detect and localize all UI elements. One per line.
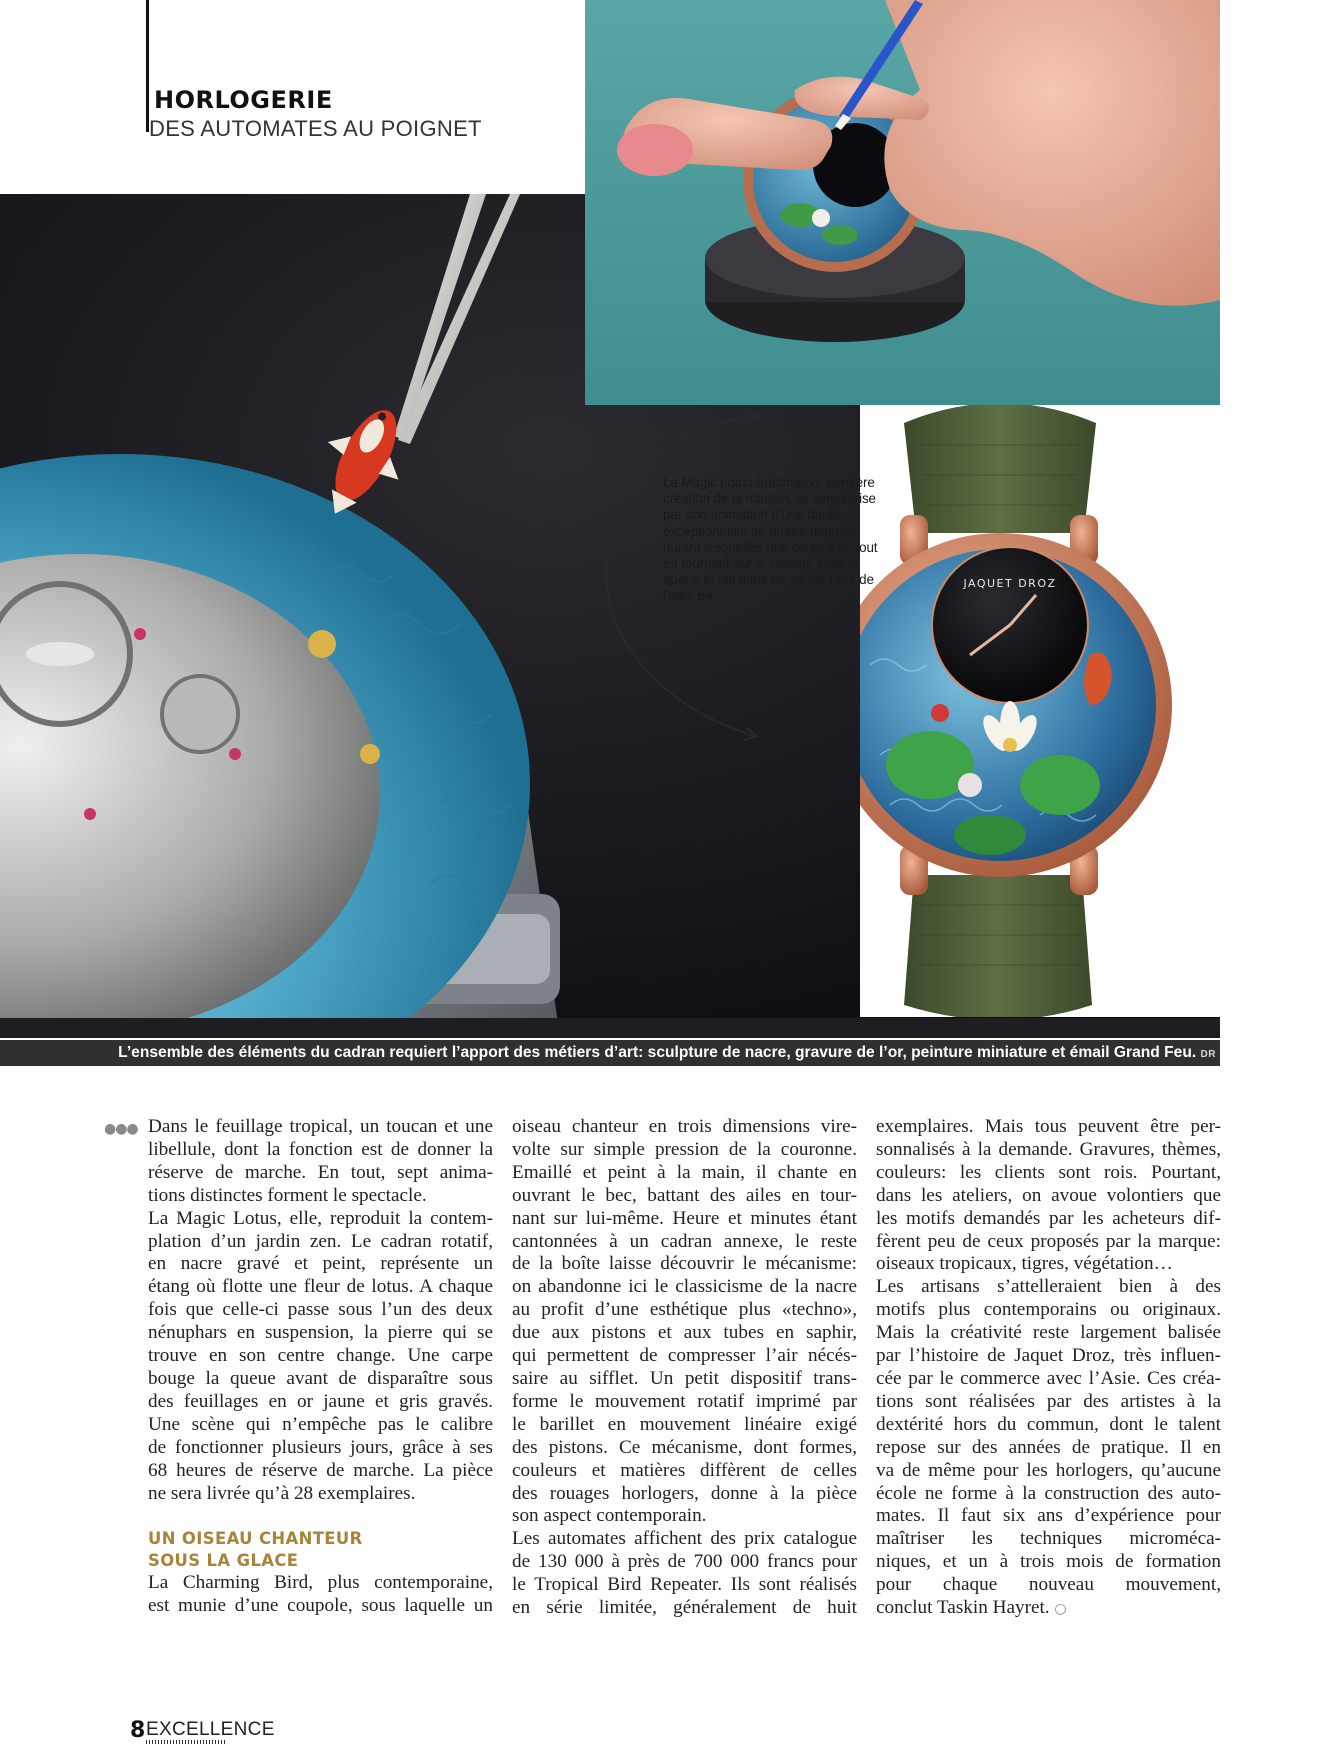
text-line: maîtriser les techniques micromécа- — [876, 1528, 1221, 1550]
text-line: est munie d’une coupole, sous laquelle un — [148, 1595, 493, 1617]
text-line: ouvrant le bec, battant des ailes en tour- — [512, 1184, 857, 1206]
text-line: niques, et un à trois mois de formation — [876, 1551, 1221, 1573]
text-line: de fonctionner plusieurs jours, grâce à ses — [148, 1436, 493, 1458]
text-line: de la boîte laisse découvrir le mécanisme: — [512, 1253, 857, 1275]
text-line: le Tropical Bird Repeater. Ils sont réalisés — [512, 1574, 857, 1596]
section-heading: UN OISEAU CHANTEUR — [148, 1529, 363, 1549]
text-line — [876, 1597, 1221, 1621]
magazine-name: EXCELLENCE — [146, 1719, 275, 1740]
text-line: 68 heures de réserve de marche. La pièce — [148, 1459, 493, 1481]
text-line: Dans le feuillage tropical, un toucan et une — [148, 1116, 493, 1137]
text-line: couleurs et matières diffèrent de celles — [512, 1459, 857, 1481]
text-line: au profit d’une esthétique plus «techno», — [512, 1299, 857, 1321]
text-line: des rouages horlogers, donne à la pièce — [512, 1482, 857, 1504]
article-bullets: ●●● — [104, 1121, 138, 1137]
text-line: plation d’un jardin zen. Le cadran rotatif, — [148, 1230, 493, 1252]
magazine-rule — [146, 1740, 226, 1744]
text-line: en nacre gravé et peint, représente un — [148, 1253, 493, 1275]
text-line: oiseau chanteur en trois dimensions vire- — [512, 1116, 857, 1137]
text-line: motifs plus contemporains ou originaux. — [876, 1299, 1221, 1321]
text-line: cantonnées à un cadran annexe, le reste — [512, 1230, 857, 1252]
page-number: 8 — [130, 1718, 146, 1743]
text-line: les motifs demandés par les acheteurs dif- — [876, 1207, 1221, 1229]
text-line: exemplaires. Mais tous peuvent être per- — [876, 1116, 1221, 1137]
watch-photo — [860, 405, 1220, 1017]
text-line: Mais la créativité reste largement balisée — [876, 1322, 1221, 1344]
rubric-rule — [146, 0, 149, 132]
lotus-caption-credit: DR — [698, 592, 714, 604]
text-line: Emaillé et peint à la main, il chante en — [512, 1161, 857, 1183]
text-line: mates. Il faut six ans d’expérience pour — [876, 1505, 1221, 1527]
text-line: nénuphars en suspension, la pierre qui se — [148, 1322, 493, 1344]
text-line: son aspect contemporain. — [512, 1505, 707, 1527]
text-line: des pistons. Ce mécanisme, dont formes, — [512, 1436, 857, 1458]
text-line: oiseaux tropicaux, tigres, végétation… — [876, 1253, 1173, 1275]
text-line: tions distinctes forment le spectacle. — [148, 1184, 427, 1206]
end-mark-icon: ○ — [1054, 1601, 1067, 1618]
text-line: on abandonne ici le classicisme de la nacre — [512, 1276, 857, 1298]
text-line: fois que celle-ci passe sous l’un des deux — [148, 1299, 493, 1321]
text-line: le barillet en mouvement linéaire exigé — [512, 1413, 857, 1435]
lotus-caption-text: La Magic Lotus Automaton, dernière création de la maison, se singularise par son animation d’une durée exceptionnelle de quatre minutes, durant lesquelles une carpe Koï, tout en tournant sur le cadran, agite la queue et fait mine de sauter hors de l’eau. — [663, 475, 878, 604]
text-line: dans les ateliers, on avoue volontiers que — [876, 1184, 1221, 1206]
text-line: tions sont réalisées par des artistes à la — [876, 1390, 1221, 1412]
text-line: réserve de marche. En tout, sept anima- — [148, 1161, 493, 1183]
text-line: pour chaque nouveau mouvement, — [876, 1574, 1221, 1596]
text-line: couleurs: les clients sont rois. Pourtant, — [876, 1161, 1221, 1183]
text-line: fèrent peu de ceux proposés par la marque: — [876, 1230, 1221, 1252]
text-line: étang où flotte une fleur de lotus. A chaque — [148, 1276, 493, 1298]
text-line: dextérité hors du commun, dont le talent — [876, 1413, 1221, 1435]
article-column-1 — [148, 1116, 493, 1618]
text-line: qui permettent de compresser l’air nécés- — [512, 1345, 857, 1367]
lotus-caption — [663, 475, 893, 607]
text-line: va de même pour les horlogers, qu’aucune — [876, 1459, 1221, 1481]
text-line: en série limitée, généralement de huit — [512, 1597, 857, 1619]
main-caption-text: L’ensemble des éléments du cadran requiert l’apport des métiers d’art: sculpture de nacre, gravure de l’or, peinture miniature et émail Grand Feu. — [118, 1044, 1197, 1061]
text-line: par l’histoire de Jaquet Droz, très influen- — [876, 1345, 1221, 1367]
main-caption-credit: DR — [1200, 1049, 1216, 1060]
text-line: de 130 000 à près de 700 000 francs pour — [512, 1551, 857, 1573]
text-line: La Magic Lotus, elle, reproduit la contem- — [148, 1207, 493, 1229]
text-line: Les artisans s’attelleraient bien à des — [876, 1276, 1221, 1298]
closing-line: conclut Taskin Hayret. — [876, 1597, 1050, 1619]
section-rubric: HORLOGERIE — [154, 86, 333, 114]
text-line: nant sur lui-même. Heure et minutes étant — [512, 1207, 857, 1229]
article-column-3 — [876, 1116, 1221, 1621]
text-line: sonnalisés à la demande. Gravures, thèmes, — [876, 1138, 1221, 1160]
hand-photo — [585, 0, 1220, 405]
text-line: des feuillages en or jaune et gris gravés. — [148, 1390, 493, 1412]
section-heading: SOUS LA GLACE — [148, 1551, 299, 1571]
text-line: école ne forme à la construction des auto- — [876, 1482, 1221, 1504]
text-line: due aux pistons et aux tubes en saphir, — [512, 1322, 857, 1344]
text-line: libellule, dont la fonction est de donner la — [148, 1138, 493, 1160]
text-line: Une scène qui n’empêche pas le calibre — [148, 1413, 493, 1435]
text-line: volte sur simple pression de la couronne. — [512, 1138, 857, 1160]
watch-logo: JAQUET DROZ — [963, 577, 1057, 590]
text-line: trouve en son centre change. Une carpe — [148, 1345, 493, 1367]
text-line: Les automates affichent des prix catalogue — [512, 1528, 857, 1550]
text-line: cée par le commerce avec l’Asie. Ces créa- — [876, 1367, 1221, 1389]
text-line: saire au sifflet. Un petit dispositif trans- — [512, 1367, 857, 1389]
text-line: ne sera livrée qu’à 28 exemplaires. — [148, 1482, 416, 1504]
text-line: La Charming Bird, plus contemporaine, — [148, 1572, 493, 1594]
article-column-2 — [512, 1116, 857, 1620]
text-line: bouge la queue avant de disparaître sous — [148, 1367, 493, 1389]
main-caption — [118, 1044, 1216, 1062]
text-line: repose sur des années de pratique. Il en — [876, 1436, 1221, 1458]
section-subrubric: DES AUTOMATES AU POIGNET — [149, 116, 482, 141]
text-line: forme le mouvement rotatif imprimé par — [512, 1390, 857, 1412]
